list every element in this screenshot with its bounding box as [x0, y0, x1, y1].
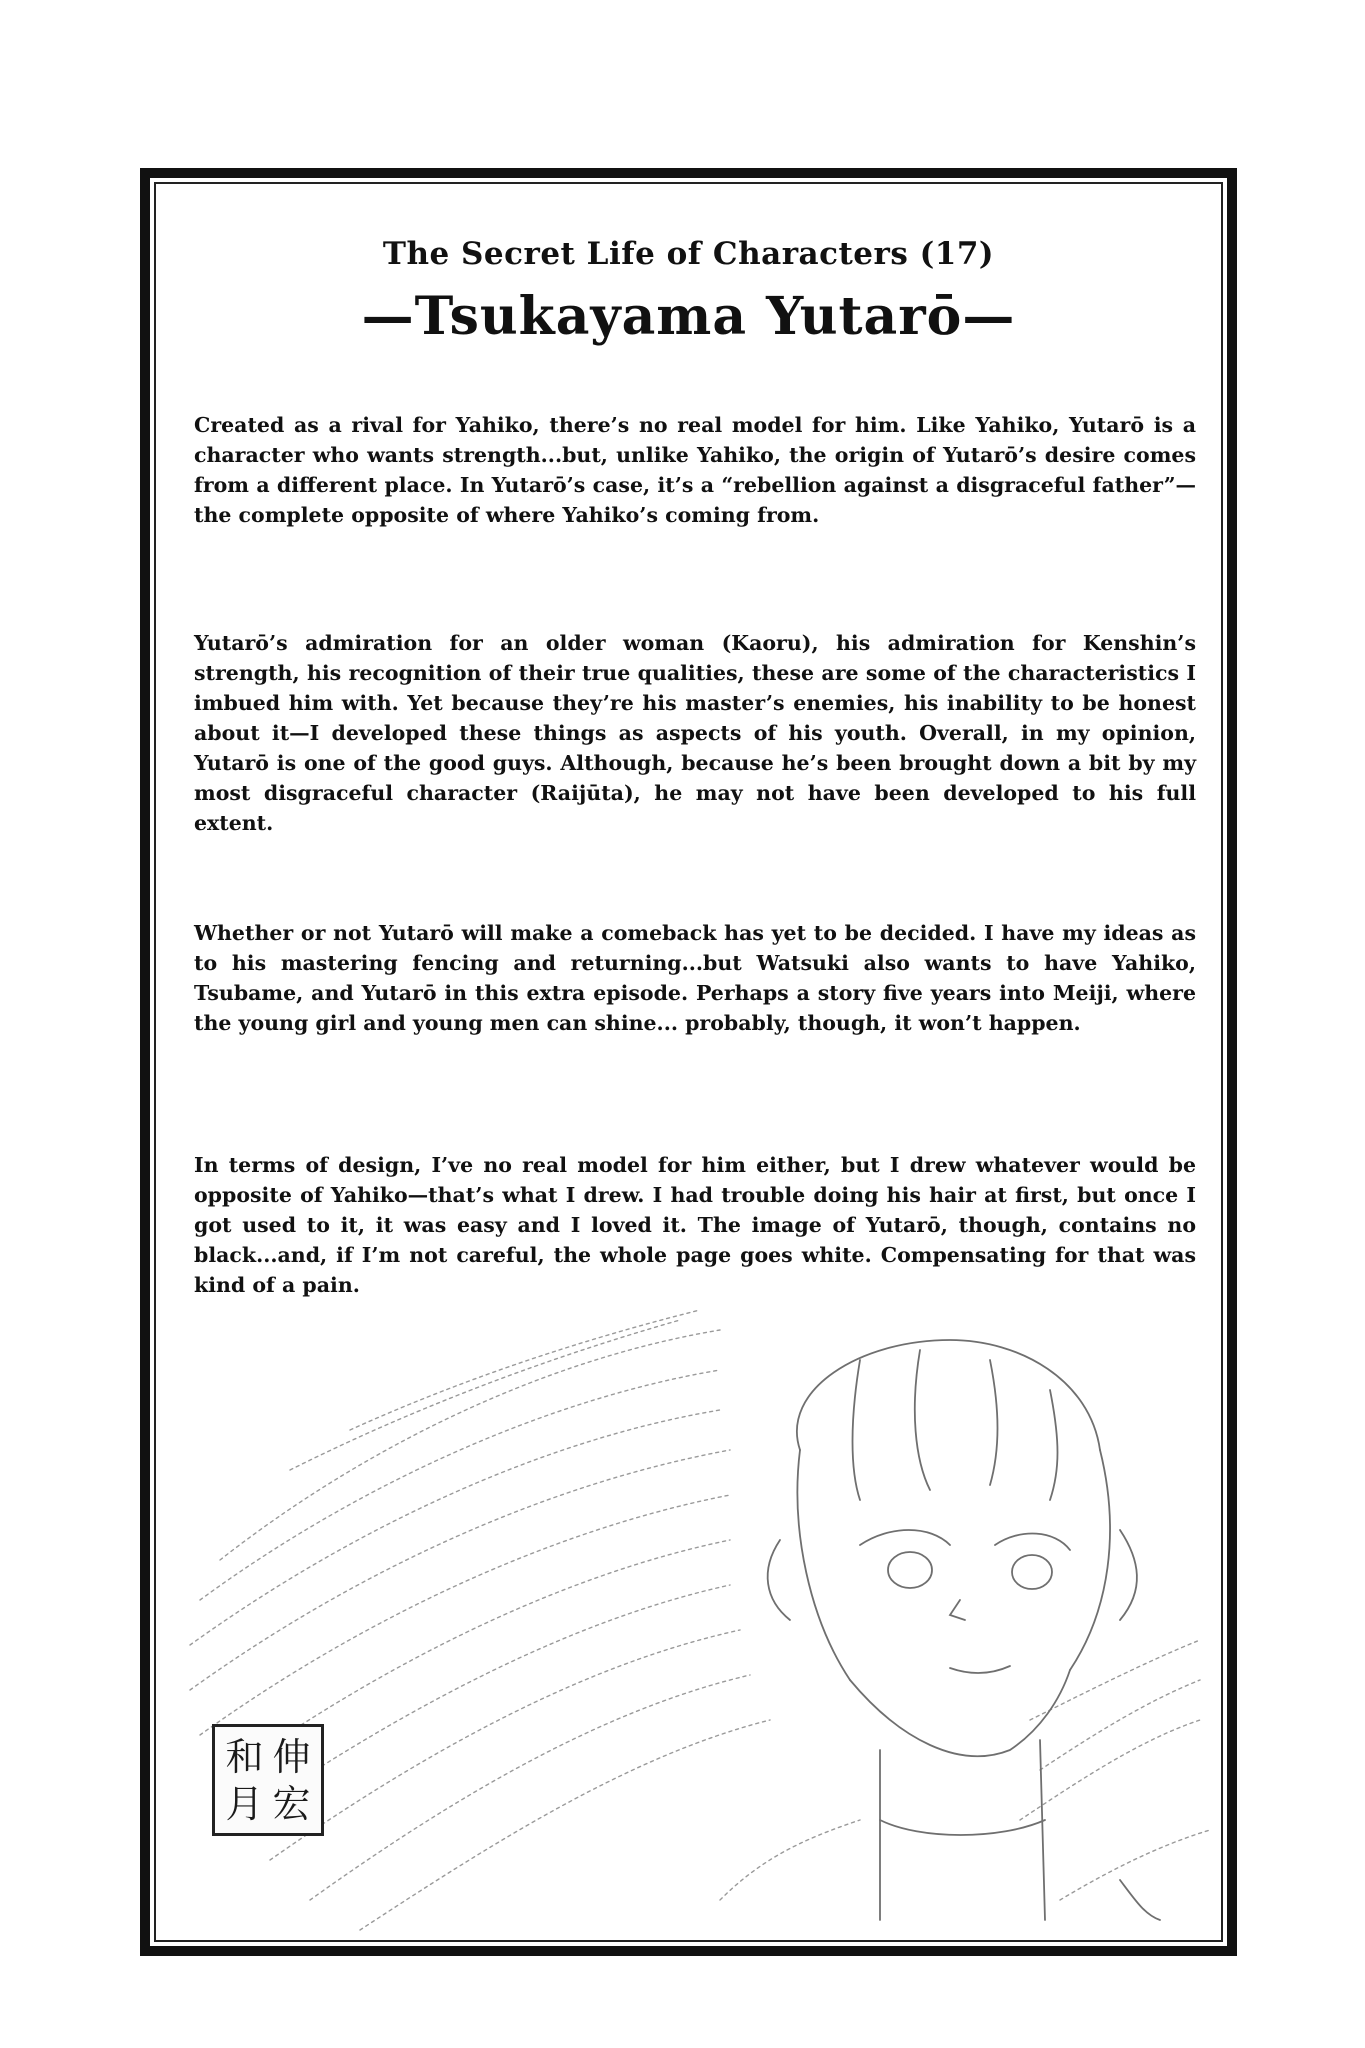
seal-char: 伸: [272, 1734, 311, 1779]
character-sketch: [160, 1300, 1220, 1936]
paragraph-4: In terms of design, I’ve no real model for him either, but I drew whatever would be opposite of Yahiko—that’s what I drew. I had trouble doing his hair at first, but once I got used to it, it was easy and I loved it. The image of Yutarō, though, contains no black...and, if I’m not careful, the whole page goes white. Compensating for that was kind of a pain.: [194, 1153, 1196, 1297]
paragraph-1: Created as a rival for Yahiko, there’s no real model for him. Like Yahiko, Yutarō is a character who wants strength...but, unlike Yahiko, the origin of Yutarō’s desire comes from a different place. In Yutarō’s case, it’s a “rebellion against a disgraceful father”—the complete opposite of where Yahiko’s coming from.: [194, 413, 1196, 527]
seal-char: 和: [225, 1734, 264, 1779]
seal-char: 宏: [272, 1781, 311, 1826]
seal-char: 月: [225, 1781, 264, 1826]
artist-seal: [212, 1724, 324, 1836]
paragraph-2: Yutarō’s admiration for an older woman (Kaoru), his admiration for Kenshin’s strength, his recognition of their true qualities, these are some of the characteristics I imbued him with. Yet because they’re his master’s enemies, his inability to be honest about it—I developed these things as aspects of his youth. Overall, in my opinion, Yutarō is one of the good guys. Although, because he’s been brought down a bit by my most disgraceful character (Raijūta), he may not have been developed to his full extent.: [194, 631, 1196, 835]
hatching-strokes: [190, 1310, 1210, 1930]
face-sketch: [768, 1340, 1160, 1920]
paragraph-3: Whether or not Yutarō will make a comeback has yet to be decided. I have my ideas as to his mastering fencing and returning...but Watsuki also wants to have Yahiko, Tsubame, and Yutarō in this extra episode. Perhaps a story five years into Meiji, where the young girl and young men can shine... probably, though, it won’t happen.: [194, 921, 1196, 1035]
page-title: —Tsukayama Yutarō—: [361, 286, 1016, 347]
page-subtitle: The Secret Life of Characters (17): [382, 236, 995, 272]
